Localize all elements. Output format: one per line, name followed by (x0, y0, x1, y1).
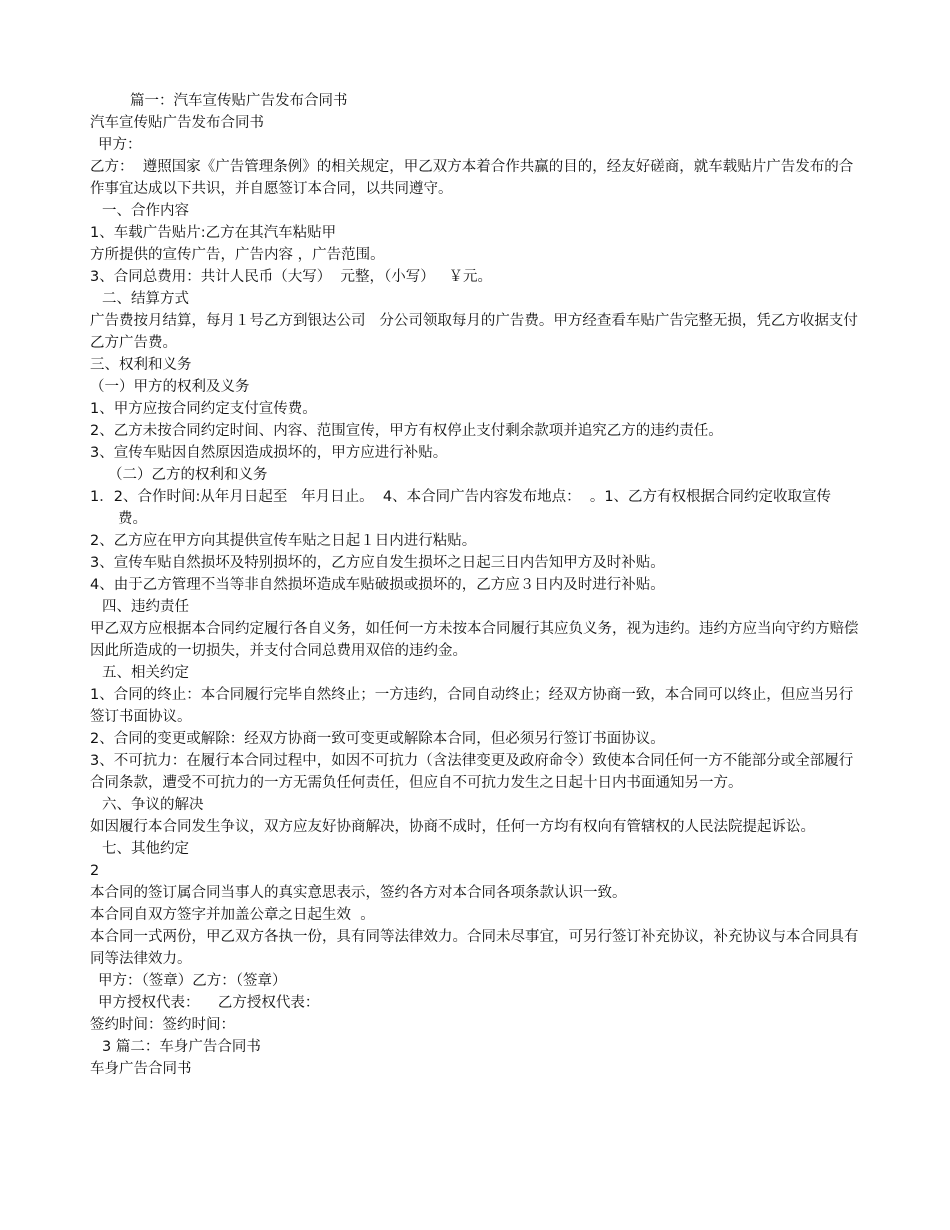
document-line: 3、不可抗力：在履行本合同过程中，如因不可抗力（含法律变更及政府命令）致使本合同任何一方不能部分或全部履行合同条款，遭受不可抗力的一方无需负任何责任，但应自不可抗力发生之日起十日内书面通知另一方。 (90, 753, 854, 791)
document-line: 1、甲方应按合同约定支付宣传费。 (90, 401, 317, 417)
document-line: 2、合同的变更或解除：经双方协商一致可变更或解除本合同，但必须另行签订书面协议。 (90, 731, 665, 747)
document-line: 本合同的签订属合同当事人的真实意思表示，签约各方对本合同各项条款认识一致。 (90, 885, 627, 901)
document-line: 甲方授权代表： 乙方授权代表： (98, 995, 320, 1011)
document-line: 1、车载广告贴片:乙方在其汽车粘贴甲 (90, 225, 337, 241)
document-line: 3、宣传车贴自然损坏及特别损坏的，乙方应自发生损坏之日起三日内告知甲方及时补贴。 (90, 555, 665, 571)
document-line: 本合同一式两份，甲乙双方各执一份，具有同等法律效力。合同未尽事宜，可另行签订补充协议，补充协议与本合同具有同等法律效力。 (90, 929, 859, 967)
document-body (90, 90, 860, 1080)
document-line: 1．2、合作时间:从年月日起至 年月日止。 4、本合同广告内容发布地点： 。1、乙方有权根据合同约定收取宣传费。 (90, 489, 832, 527)
document-line: 乙方： 遵照国家《广告管理条例》的相关规定，甲乙双方本着合作共赢的目的，经友好磋商，就车载贴片广告发布的合作事宜达成以下共识，并自愿签订本合同，以共同遵守。 (90, 159, 854, 197)
document-line: （二）乙方的权利和义务 (108, 467, 268, 483)
document-line: 四、违约责任 (102, 599, 189, 615)
document-line: 三、权利和义务 (90, 357, 192, 373)
document-line: 方所提供的宣传广告，广告内容 ，广告范围。 (90, 247, 385, 263)
document-line: 五、相关约定 (102, 665, 189, 681)
document-line: 七、其他约定 (102, 841, 189, 857)
document-line: 本合同自双方签字并加盖公章之日起生效 。 (90, 907, 375, 923)
document-line: 2、乙方应在甲方向其提供宣传车贴之日起１日内进行粘贴。 (90, 533, 477, 549)
document-line: 甲方：（签章）乙方：（签章） (98, 973, 287, 989)
document-line: 3 篇二：车身广告合同书 (102, 1039, 261, 1055)
document-line: 签约时间：签约时间： (90, 1017, 235, 1033)
document-line: 六、争议的解决 (102, 797, 204, 813)
document-line: 如因履行本合同发生争议，双方应友好协商解决，协商不成时，任何一方均有权向有管辖权的人民法院提起诉讼。 (90, 819, 815, 835)
document-line: 甲乙双方应根据本合同约定履行各自义务，如任何一方未按本合同履行其应负义务，视为违约。违约方应当向守约方赔偿因此所造成的一切损失，并支付合同总费用双倍的违约金。 (90, 621, 859, 659)
document-line: 甲方： (98, 137, 142, 153)
document-line: 汽车宣传贴广告发布合同书 (90, 115, 264, 131)
document-line: 一、合作内容 (102, 203, 189, 219)
document-line: 2 (90, 863, 100, 879)
document-line: 二、结算方式 (102, 291, 189, 307)
document-line: 2、乙方未按合同约定时间、内容、范围宣传，甲方有权停止支付剩余款项并追究乙方的违约责任。 (90, 423, 723, 439)
document-line: 车身广告合同书 (90, 1061, 192, 1077)
document-line: 3、合同总费用：共计人民币（大写） 元整，（小写） ￥元。 (90, 269, 493, 285)
document-line: （一）甲方的权利及义务 (90, 379, 250, 395)
document-line: 3、宣传车贴因自然原因造成损坏的，甲方应进行补贴。 (90, 445, 448, 461)
document-line: 广告费按月结算，每月１号乙方到银达公司 分公司领取每月的广告费。甲方经查看车贴广告完整无损，凭乙方收据支付乙方广告费。 (90, 313, 858, 351)
document-line: 4、由于乙方管理不当等非自然损坏造成车贴破损或损坏的，乙方应３日内及时进行补贴。 (90, 577, 665, 593)
document-line: 篇一：汽车宣传贴广告发布合同书 (130, 93, 348, 109)
document-line: 1、合同的终止：本合同履行完毕自然终止；一方违约，合同自动终止；经双方协商一致，本合同可以终止，但应当另行签订书面协议。 (90, 687, 854, 725)
